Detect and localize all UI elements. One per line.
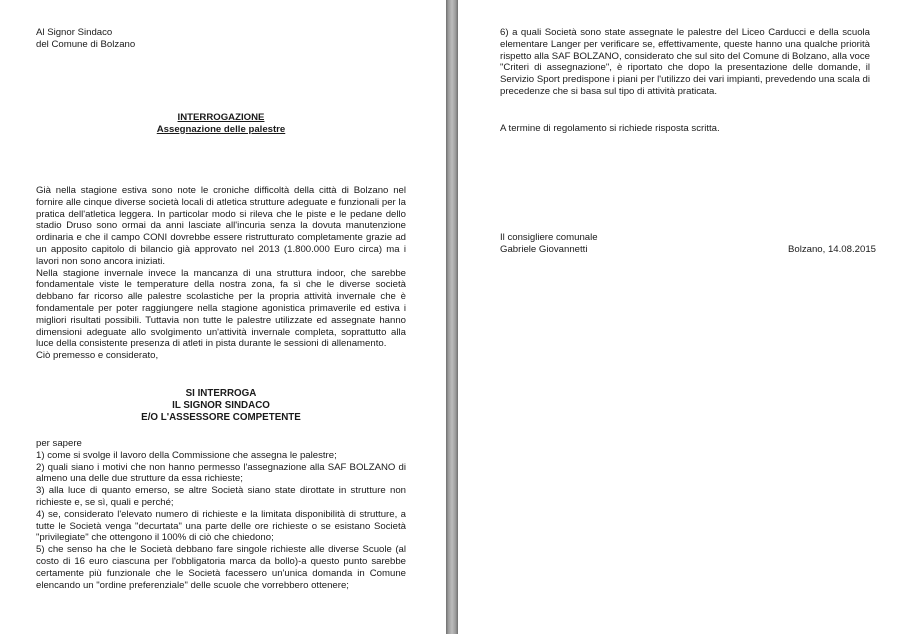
interroga-line-2: IL SIGNOR SINDACO [172,399,270,411]
premise-paragraph-3: Ciò premesso e considerato, [36,350,159,362]
addressee-block [36,27,336,51]
question-6: 6) a quali Società sono state assegnate le palestre del Liceo Carducci e della scuola elementare Langer per verificare se, effettivamente, queste hanno una qualche priorità rispetto alla SAF BOLZANO, considerato che sul sito del Comune di Bolzano, alla voce "Criteri di assegnazione", è riportato che dopo la presentazione delle domande, il Servizio Sport predispone i piani per l'utilizzo dei vari impianti, prevedendo una scala di precedenze che si basa sul tipo di attività praticata. [500,27,870,97]
interroga-line-3: E/O L'ASSESSORE COMPETENTE [141,411,301,423]
questions-intro: per sapere [36,438,82,449]
question-4: 4) se, considerato l'elevato numero di richieste e la limitata disponibilità di strutture, a tutte le Società venga "decurtata" una parte delle ore richieste o se esistano Società "privilegiate" che ottengono il 100% di ciò che chiedono; [36,508,406,544]
questions-list [36,438,406,591]
premise-paragraph-1: Già nella stagione estiva sono note le croniche difficoltà della città di Bolzano nel fornire alle cinque diverse società locali di atletica strutture adeguate e funzionali per la pratica dell'atletica leggera. In particolar modo si rileva che le piste e le pedane dello stadio Druso sono ormai da anni lasciate all'incuria senza la dovuta manutenzione ordinaria e che il campo CONI dovrebbe essere ristrutturato completamente grazie ad un apposito capitolo di bilancio già approvato nel 2013 (1.800.000 Euro circa) ma i lavori non sono ancora iniziati. [36,185,406,267]
addressee-line-2: del Comune di Bolzano [36,38,136,50]
document-title: INTERROGAZIONE [177,112,265,123]
page-left [0,0,446,634]
signature-block [500,232,750,256]
question-2: 2) quali siano i motivi che non hanno permesso l'assegnazione alla SAF BOLZANO di almeno una delle due strutture da essa richieste; [36,461,406,485]
interroga-line-1: SI INTERROGA [185,388,257,399]
question-3: 3) alla luce di quanto emerso, se altre Società siano state dirottate in strutture non richieste e, se sì, quali e perché; [36,485,406,508]
question-1: 1) come si svolge il lavoro della Commissione che assegna le palestre; [36,449,337,461]
signer-name: Gabriele Giovannetti [500,243,588,255]
premise-text [36,185,406,362]
page-gutter [446,0,458,634]
place-date: Bolzano, 14.08.2015 [787,244,876,255]
question-6-block [500,27,870,98]
document-subject: Assegnazione delle palestre [156,123,286,135]
interroga-heading [36,388,406,423]
addressee-line-1: Al Signor Sindaco [36,27,113,38]
premise-paragraph-2: Nella stagione invernale invece la mancanza di una struttura indoor, che sarebbe fondamentale viste le temperature della nostra zona, fa sì che le diverse società debbano far ricorso alle palestre scolastiche per la propria attività invernale che è fondamentale per poter raggiungere nella stagione agonistica primaverile ed estiva i migliori risultati possibili. Tuttavia non tutte le palestre utilizzate ed assegnate hanno dimensioni adeguate allo svolgimento un'attività invernale completa, soprattutto alla luce della consistente presenza di atleti in pista durante le sessioni di allenamento. [36,267,406,350]
title-block [36,112,406,136]
signer-role: Il consigliere comunale [500,232,598,243]
question-5: 5) che senso ha che le Società debbano fare singole richieste alle diverse Scuole (al costo di 16 euro ciascuna per l'obbligatoria marca da bollo)-a questo punto sarebbe certamente più funzionale che le Società facessero un'unica domanda in Comune elencando un "ordine preferenziale" delle scuole che vorrebbero ottenere; [36,544,406,591]
closing-request: A termine di regolamento si richiede risposta scritta. [500,123,720,134]
